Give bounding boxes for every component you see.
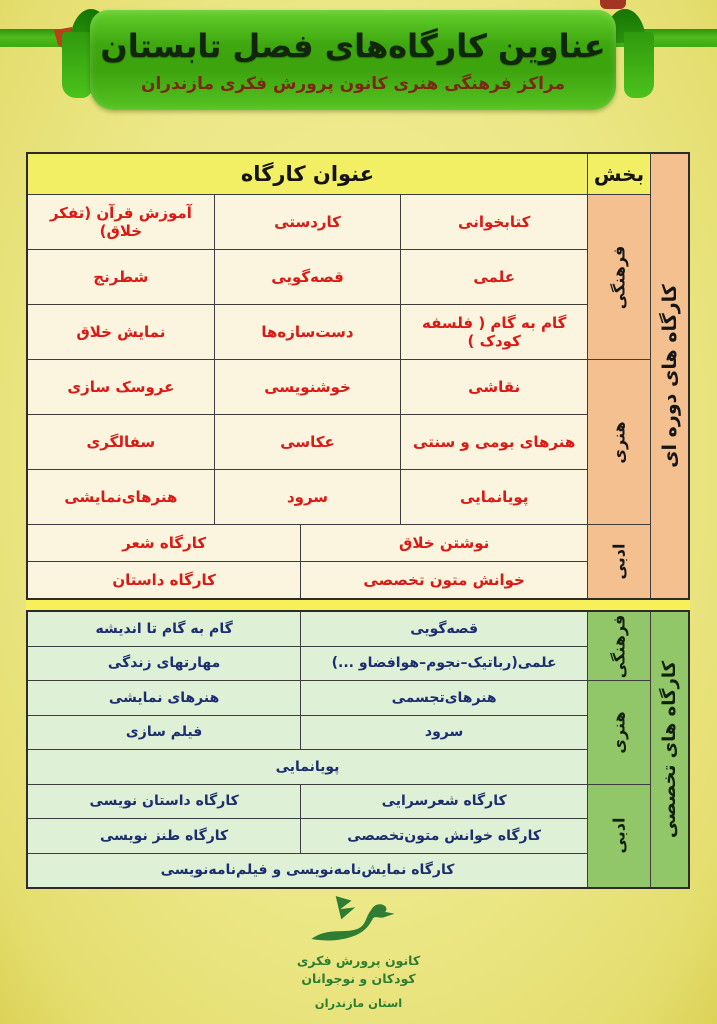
table-row <box>28 305 587 359</box>
kanoon-logo-block <box>0 896 717 1012</box>
section-cell-artistic <box>588 681 650 784</box>
workshop-cell: کارگاه خوانش متون‌تخصصی <box>301 819 587 853</box>
specialized-side-label-text: کارگاه های تخصصی <box>658 660 680 839</box>
workshop-cell: پویانمایی <box>401 470 587 524</box>
workshop-cell: نمایش خلاق <box>28 305 214 359</box>
table-row <box>28 647 587 681</box>
section-cell-artistic <box>588 360 650 524</box>
periodic-side-label <box>651 154 688 598</box>
table-row <box>28 716 587 750</box>
workshop-cell: گام به گام ( فلسفه کودک ) <box>401 305 587 359</box>
section-label-artistic: هنری <box>609 711 629 754</box>
specialized-workshops-table <box>26 610 690 889</box>
section-cell-cultural <box>588 195 650 359</box>
table-row <box>28 360 587 414</box>
ribbon-fold-notch <box>600 0 626 9</box>
workshop-cell: مهارتهای زندگی <box>28 647 300 681</box>
workshop-cell: شطرنج <box>28 250 214 304</box>
workshop-cell: هنرهای بومی و سنتی <box>401 415 587 469</box>
workshop-cell: کتابخوانی <box>401 195 587 249</box>
table-row <box>28 470 587 524</box>
table-row <box>28 562 587 598</box>
workshop-cell: هنرهای نمایشی <box>28 681 300 715</box>
workshop-cell: دست‌سازه‌ها <box>215 305 401 359</box>
ribbon-tail-left <box>62 32 92 98</box>
logo-text-line2: کودکان و نوجوانان <box>301 971 416 987</box>
workshop-cell: آموزش قرآن (تفکر خلاق) <box>28 195 214 249</box>
specialized-side-label <box>651 612 688 887</box>
workshop-cell: قصه‌گویی <box>215 250 401 304</box>
table-row <box>28 525 587 561</box>
section-cell-cultural <box>588 612 650 680</box>
workshop-cell: عکاسی <box>215 415 401 469</box>
poster-subtitle: مراکز فرهنگی هنری کانون پرورش فکری مازندران <box>140 73 566 94</box>
table-row <box>28 250 587 304</box>
poster-title: عناوین کارگاه‌های فصل تابستان <box>100 26 606 65</box>
workshop-cell: علمی(رباتیک–نجوم–هوافضاو ...) <box>301 647 587 681</box>
table-row <box>28 612 587 646</box>
table-row <box>28 195 587 249</box>
column-header-title: عنوان کارگاه <box>28 154 587 194</box>
workshop-cell: کارگاه داستان نویسی <box>28 785 300 819</box>
workshop-cell: هنرهای‌نمایشی <box>28 470 214 524</box>
workshop-cell: قصه‌گویی <box>301 612 587 646</box>
workshop-cell: فیلم سازی <box>28 716 300 750</box>
section-cell-literary <box>588 525 650 598</box>
workshop-cell: هنرهای‌تجسمی <box>301 681 587 715</box>
section-label-cultural: فرهنگی <box>609 614 629 678</box>
table-row <box>28 785 587 819</box>
workshop-cell: سفالگری <box>28 415 214 469</box>
logo-text-line1: کانون پرورش فکری <box>296 953 421 968</box>
workshop-cell: کاردستی <box>215 195 401 249</box>
workshop-cell-fullwidth: پویانمایی <box>28 750 587 784</box>
section-label-cultural: فرهنگی <box>609 245 629 309</box>
section-label-literary: ادبی <box>609 817 629 854</box>
section-label-artistic: هنری <box>609 420 629 464</box>
periodic-workshops-table <box>26 152 690 600</box>
table-row <box>28 819 587 853</box>
workshop-cell: کارگاه شعر <box>28 525 300 561</box>
workshop-cell: خوشنویسی <box>215 360 401 414</box>
table-row <box>28 415 587 469</box>
workshop-cell: نوشتن خلاق <box>301 525 587 561</box>
workshop-cell: عروسک سازی <box>28 360 214 414</box>
workshop-cell: سرود <box>215 470 401 524</box>
ribbon-tail-right <box>624 32 654 98</box>
workshop-cell-fullwidth: کارگاه نمایش‌نامه‌نویسی و فیلم‌نامه‌نویسی <box>28 854 587 888</box>
workshop-cell: گام به گام تا اندیشه <box>28 612 300 646</box>
logo-text-line3: استان مازندران <box>314 996 403 1011</box>
workshop-cell: سرود <box>301 716 587 750</box>
periodic-side-label-text: کارگاه های دوره ای <box>658 284 681 468</box>
section-cell-literary <box>588 785 650 888</box>
section-label-literary: ادبی <box>609 543 629 580</box>
workshop-cell: نقاشی <box>401 360 587 414</box>
workshop-cell: کارگاه داستان <box>28 562 300 598</box>
column-header-section: بخش <box>588 154 650 194</box>
header-banner <box>90 10 616 110</box>
kanoon-bird-logo-icon <box>307 896 411 952</box>
table-divider-band <box>26 600 690 610</box>
table-row <box>28 681 587 715</box>
workshop-cell: کارگاه طنز نویسی <box>28 819 300 853</box>
workshop-cell: علمی <box>401 250 587 304</box>
workshop-cell: خوانش متون تخصصی <box>301 562 587 598</box>
workshop-cell: کارگاه شعرسرایی <box>301 785 587 819</box>
